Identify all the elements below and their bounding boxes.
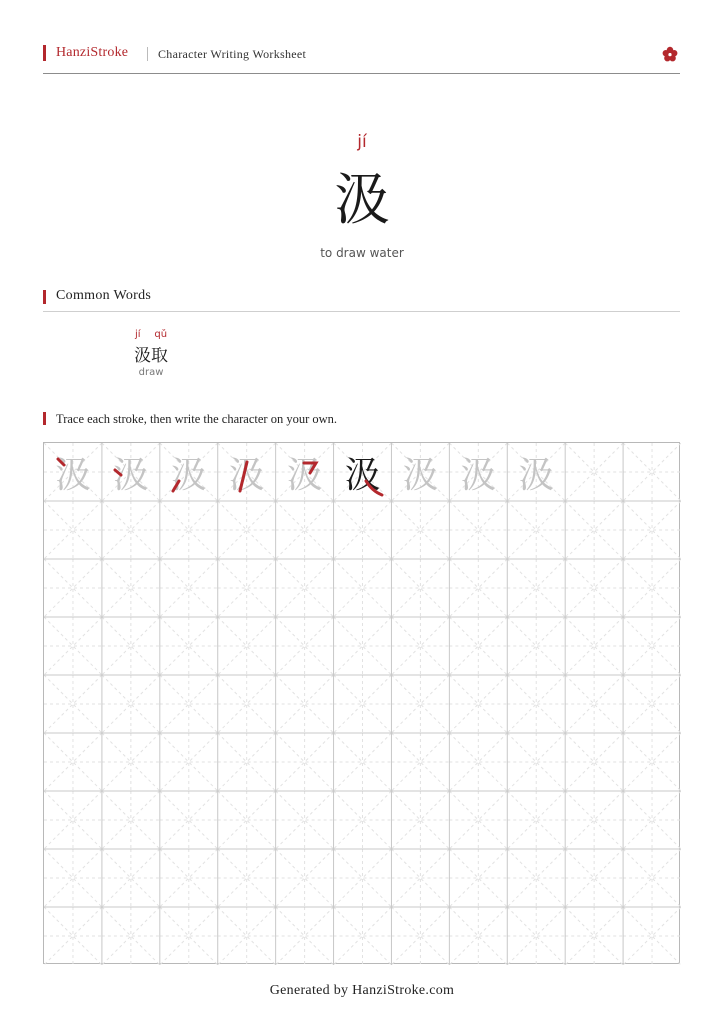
word-meaning: draw — [138, 367, 164, 378]
word-hanzi: 汲取 — [134, 346, 168, 366]
current-stroke-mark — [276, 443, 334, 501]
grid-lines — [44, 443, 681, 965]
footer-credit: Generated by HanziStroke.com — [269, 983, 455, 998]
current-stroke-mark — [160, 443, 218, 501]
trace-character: 汲 — [460, 455, 497, 496]
trace-character: 汲 — [170, 455, 207, 496]
brand-accent-bar — [43, 45, 46, 61]
section-accent-bar — [43, 412, 46, 425]
practice-instruction: Trace each stroke, then write the character on your own. — [56, 412, 338, 426]
plum-blossom-icon — [662, 46, 678, 62]
trace-character: 汲 — [112, 455, 149, 496]
trace-character: 汲 — [286, 455, 323, 496]
trace-character: 汲 — [54, 455, 91, 496]
trace-character: 汲 — [344, 455, 381, 496]
worksheet-subtitle: Character Writing Worksheet — [158, 47, 307, 61]
worksheet-header — [43, 44, 680, 74]
word-pinyin — [128, 329, 174, 340]
word-pinyin-syllable: qǔ — [154, 329, 168, 340]
character-pinyin: jí — [357, 132, 367, 152]
current-stroke-mark — [334, 443, 392, 501]
current-stroke-mark — [102, 443, 160, 501]
brand-name[interactable]: HanziStroke — [56, 45, 129, 60]
character-meaning: to draw water — [320, 246, 404, 260]
common-word-item — [128, 329, 174, 378]
section-divider — [43, 311, 680, 312]
trace-character: 汲 — [228, 455, 265, 496]
word-pinyin-syllable: jí — [134, 329, 141, 340]
common-words-section-header — [43, 288, 680, 308]
trace-character: 汲 — [402, 455, 439, 496]
current-stroke-mark — [218, 443, 276, 501]
main-character: 汲 — [334, 168, 390, 233]
trace-character: 汲 — [518, 455, 555, 496]
current-stroke-mark — [44, 443, 102, 501]
common-words-heading: Common Words — [56, 288, 152, 303]
practice-grid[interactable] — [43, 442, 680, 964]
section-accent-bar — [43, 290, 46, 304]
header-separator — [147, 47, 148, 61]
